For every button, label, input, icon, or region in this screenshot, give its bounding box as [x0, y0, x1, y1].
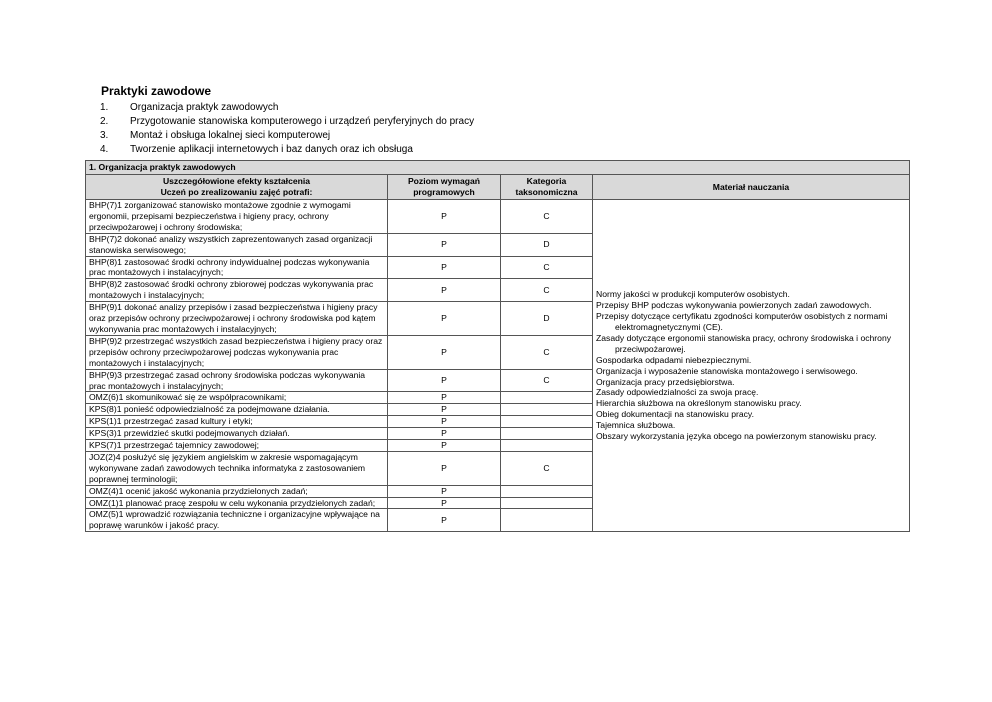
section-title: 1. Organizacja praktyk zawodowych — [86, 161, 910, 175]
effect-cell: KPS(1)1 przestrzegać zasad kultury i etyki; — [86, 416, 388, 428]
category-cell: D — [501, 302, 593, 336]
category-cell — [501, 404, 593, 416]
effect-cell: OMZ(5)1 wprowadzić rozwiązania techniczne i organizacyjne wpływające na poprawę warunków i jakość pracy. — [86, 509, 388, 532]
level-cell: P — [388, 200, 501, 234]
category-cell — [501, 416, 593, 428]
category-cell — [501, 428, 593, 440]
level-cell: P — [388, 497, 501, 509]
header-category: Kategoria taksonomiczna — [501, 175, 593, 200]
header-level: Poziom wymagań programowych — [388, 175, 501, 200]
contents-number: 1. — [100, 102, 109, 113]
effect-cell: BHP(9)2 przestrzegać wszystkich zasad bezpieczeństwa i higieny pracy oraz przepisów ochrony przeciwpożarowej podczas wykonywania prac montażowych i instalacyjnych; — [86, 335, 388, 369]
contents-number: 4. — [100, 144, 109, 155]
material-item: Zasady dotyczące ergonomii stanowiska pracy, ochrony środowiska i ochrony przeciwpożarowej. — [596, 332, 892, 354]
material-item: Zasady odpowiedzialności za swoja pracę. — [596, 387, 759, 398]
level-cell: P — [388, 233, 501, 256]
contents-label: Organizacja praktyk zawodowych — [130, 102, 279, 113]
contents-item — [100, 101, 474, 115]
effect-cell: OMZ(4)1 ocenić jakość wykonania przydzielonych zadań; — [86, 485, 388, 497]
effect-cell: JOZ(2)4 posłużyć się językiem angielskim w zakresie wspomagającym wykonywane zadań zawodowych technika informatyka z zastosowaniem poprawnej terminologii; — [86, 451, 388, 485]
category-cell: C — [501, 451, 593, 485]
material-item: Przepisy BHP podczas wykonywania powierzonych zadań zawodowych. — [596, 300, 872, 311]
material-item: Przepisy dotyczące certyfikatu zgodności komputerów osobistych z normami elektromagnetycznymi (CE). — [596, 311, 888, 333]
category-cell — [501, 392, 593, 404]
category-cell: C — [501, 200, 593, 234]
material-item: Obieg dokumentacji na stanowisku pracy. — [596, 409, 754, 420]
effect-cell: KPS(8)1 ponieść odpowiedzialność za podejmowane działania. — [86, 404, 388, 416]
level-cell: P — [388, 485, 501, 497]
level-cell: P — [388, 279, 501, 302]
page-title: Praktyki zawodowe — [101, 84, 212, 98]
level-cell: P — [388, 335, 501, 369]
category-cell — [501, 509, 593, 532]
contents-list — [100, 101, 474, 157]
contents-item — [100, 115, 474, 129]
material-item: Hierarchia służbowa na określonym stanowisku pracy. — [596, 398, 802, 409]
material-cell — [593, 200, 910, 532]
category-cell: C — [501, 369, 593, 392]
effect-cell: BHP(7)2 dokonać analizy wszystkich zaprezentowanych zasad organizacji stanowiska serwisowego; — [86, 233, 388, 256]
level-cell: P — [388, 440, 501, 452]
category-cell: C — [501, 335, 593, 369]
material-list — [596, 289, 906, 442]
level-cell: P — [388, 369, 501, 392]
header-material: Materiał nauczania — [593, 175, 910, 200]
material-item: Tajemnica służbowa. — [596, 420, 676, 431]
column-header-row — [86, 175, 910, 200]
contents-number: 3. — [100, 130, 109, 141]
contents-item — [100, 143, 474, 157]
contents-label: Tworzenie aplikacji internetowych i baz danych oraz ich obsługa — [130, 144, 413, 155]
effect-cell: BHP(8)2 zastosować środki ochrony zbiorowej podczas wykonywania prac montażowych i instalacyjnych; — [86, 279, 388, 302]
material-item: Obszary wykorzystania języka obcego na powierzonym stanowisku pracy. — [596, 431, 877, 442]
level-cell: P — [388, 428, 501, 440]
section-header-row — [86, 161, 910, 175]
material-item: Normy jakości w produkcji komputerów osobistych. — [596, 289, 790, 300]
effect-cell: BHP(7)1 zorganizować stanowisko montażowe zgodnie z wymogami ergonomii, przepisami bezpieczeństwa i higieny pracy, ochrony przeciwpożarowej i ochrony środowiska; — [86, 200, 388, 234]
level-cell: P — [388, 404, 501, 416]
category-cell: C — [501, 256, 593, 279]
effect-cell: KPS(3)1 przewidzieć skutki podejmowanych działań. — [86, 428, 388, 440]
effect-cell: OMZ(1)1 planować pracę zespołu w celu wykonania przydzielonych zadań; — [86, 497, 388, 509]
level-cell: P — [388, 416, 501, 428]
level-cell: P — [388, 302, 501, 336]
material-item: Organizacja pracy przedsiębiorstwa. — [596, 376, 735, 387]
material-item: Gospodarka odpadami niebezpiecznymi. — [596, 354, 752, 365]
category-cell — [501, 497, 593, 509]
category-cell — [501, 485, 593, 497]
effect-cell: OMZ(6)1 skomunikować się ze współpracownikami; — [86, 392, 388, 404]
header-effects: Uszczegółowione efekty kształcenia Uczeń po zrealizowaniu zajęć potrafi: — [86, 175, 388, 200]
level-cell: P — [388, 451, 501, 485]
contents-item — [100, 129, 474, 143]
contents-label: Przygotowanie stanowiska komputerowego i urządzeń peryferyjnych do pracy — [130, 116, 475, 127]
level-cell: P — [388, 509, 501, 532]
table-row — [86, 200, 910, 234]
effect-cell: BHP(8)1 zastosować środki ochrony indywidualnej podczas wykonywania prac montażowych i instalacyjnych; — [86, 256, 388, 279]
effect-cell: BHP(9)1 dokonać analizy przepisów i zasad bezpieczeństwa i higieny pracy oraz przepisów ochrony przeciwpożarowej i ochrony środowiska pod kątem wykonywania prac montażowych i instalacyjnych; — [86, 302, 388, 336]
level-cell: P — [388, 256, 501, 279]
category-cell: D — [501, 233, 593, 256]
effect-cell: KPS(7)1 przestrzegać tajemnicy zawodowej; — [86, 440, 388, 452]
level-cell: P — [388, 392, 501, 404]
contents-number: 2. — [100, 116, 109, 127]
category-cell: C — [501, 279, 593, 302]
learning-outcomes-table — [85, 160, 910, 532]
effect-cell: BHP(9)3 przestrzegać zasad ochrony środowiska podczas wykonywania prac montażowych i instalacyjnych; — [86, 369, 388, 392]
contents-label: Montaż i obsługa lokalnej sieci komputerowej — [130, 130, 331, 141]
material-item: Organizacja i wyposażenie stanowiska montażowego i serwisowego. — [596, 365, 858, 376]
category-cell — [501, 440, 593, 452]
